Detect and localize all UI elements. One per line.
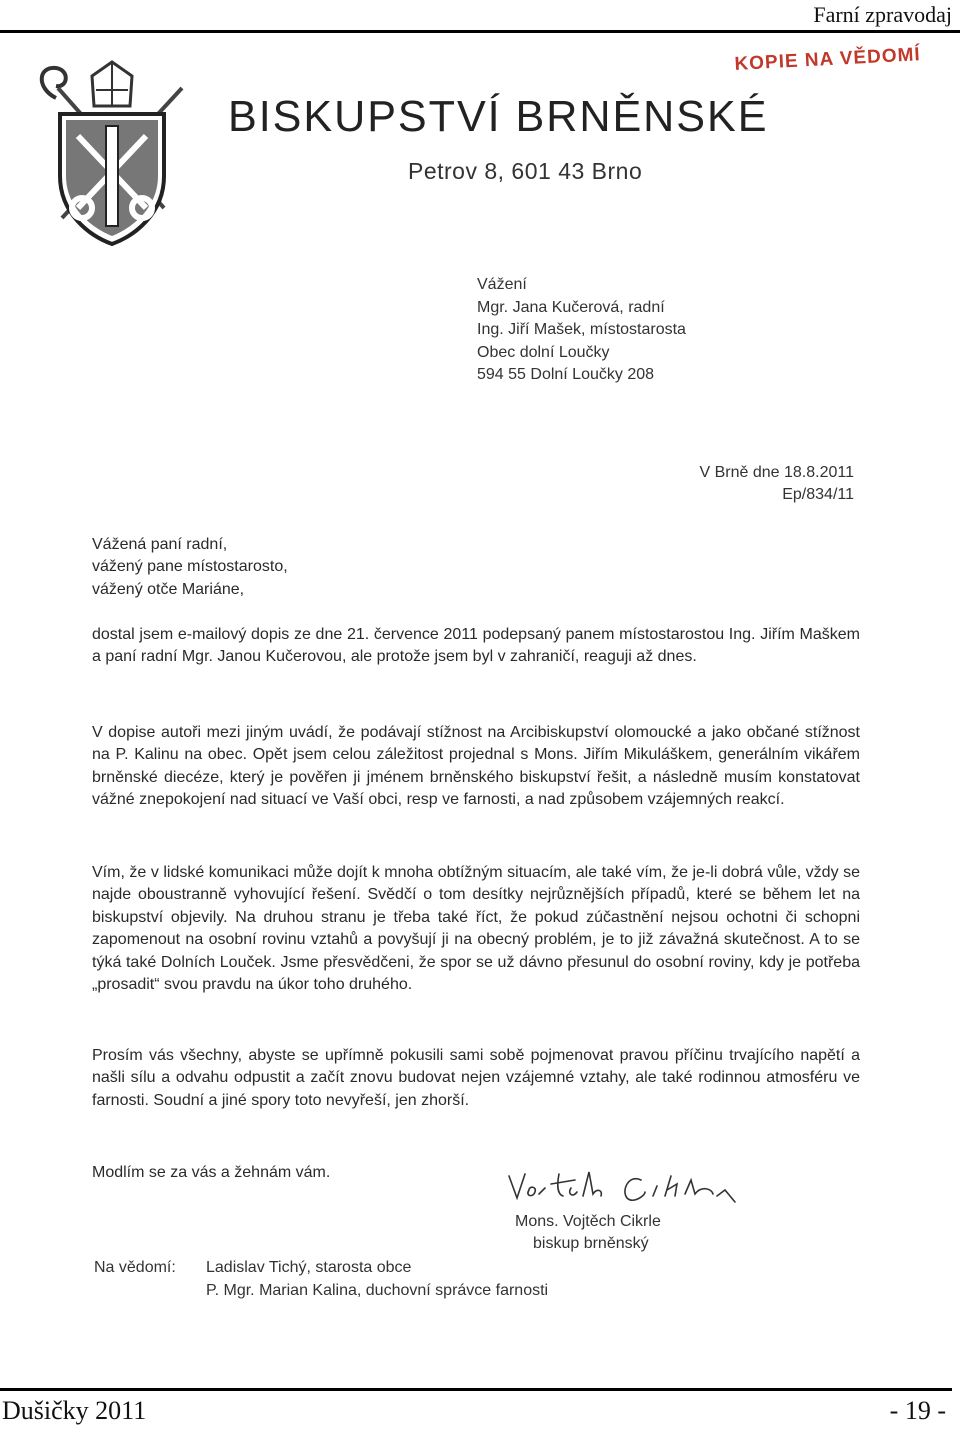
letter-date: V Brně dne 18.8.2011	[699, 464, 854, 481]
salutation-line: Vážená paní radní,	[92, 536, 228, 553]
salutation	[92, 534, 860, 601]
diocesan-coat-of-arms-icon	[22, 58, 202, 254]
handwritten-signature	[505, 1166, 745, 1216]
organization-address: Petrov 8, 601 43 Brno	[408, 158, 643, 184]
header-rule	[0, 30, 960, 33]
recipient-address	[477, 274, 686, 387]
letter-paragraph: dostal jsem e-mailový dopis ze dne 21. července 2011 podepsaný panem místostarostou Ing. Jiřím Maškem a paní radní Mgr. Janou Kučerovou, ale protože jsem byl v zahraničí, reaguji až dnes.	[92, 626, 860, 666]
issue-label: Dušičky 2011	[2, 1396, 147, 1425]
recipient-line: 594 55 Dolní Loučky 208	[477, 366, 655, 383]
signer-name: Mons. Vojtěch Cikrle	[515, 1213, 661, 1230]
letter-paragraph: V dopise autoři mezi jiným uvádí, že podávají stížnost na Arcibiskupství olomoucké a jako občané stížnost na P. Kalinu na obec. Opět jsem celou záležitost projednal s Mons. Jiřím Mikuláškem, generálním vikářem brněnské diecéze, který je pověřen ji jménem brněnského biskupství řešit, a následně musím konstatovat vážné znepokojení nad situací ve Vaší obci, resp ve farnosti, a nad způsobem vzájemných reakcí.	[92, 724, 860, 809]
running-title: Farní zpravodaj	[813, 2, 952, 27]
copies-block	[94, 1256, 548, 1302]
signer-block	[515, 1211, 661, 1255]
page-number: - 19 -	[889, 1396, 946, 1425]
signer-title: biskup brněnský	[533, 1235, 649, 1252]
copy-stamp: KOPIE NA VĚDOMÍ	[734, 44, 922, 75]
recipient-line: Vážení	[477, 276, 527, 293]
salutation-line: vážený otče Mariáne,	[92, 580, 245, 598]
reference-number: Ep/834/11	[782, 486, 854, 503]
copy-entry: Ladislav Tichý, starosta obce	[206, 1259, 412, 1276]
recipient-line: Mgr. Jana Kučerová, radní	[477, 298, 665, 316]
recipient-line: Ing. Jiří Mašek, místostarosta	[477, 321, 686, 338]
footer-rule	[0, 1388, 952, 1391]
closing-line: Modlím se za vás a žehnám vám.	[92, 1164, 331, 1181]
recipient-line: Obec dolní Loučky	[477, 343, 610, 361]
copies-label: Na vědomí:	[94, 1259, 176, 1276]
salutation-line: vážený pane místostarosto,	[92, 558, 288, 576]
date-reference-block	[700, 462, 855, 506]
copy-entry: P. Mgr. Marian Kalina, duchovní správce farnosti	[206, 1282, 549, 1299]
letter-paragraph: Prosím vás všechny, abyste se upřímně pokusili sami sobě pojmenovat pravou příčinu trvajícího napětí a našli sílu a odvahu odpustit a začít znovu budovat nejen vzájemné vztahy, ale také rodinnou atmosféru ve farnosti. Soudní a jiné spory toto nevyřeší, jen zhorší.	[92, 1047, 860, 1109]
organization-name: BISKUPSTVÍ BRNĚNSKÉ	[228, 92, 769, 141]
letter-paragraph: Vím, že v lidské komunikaci může dojít k mnoha obtížným situacím, ale také vím, že je-li dobrá vůle, vždy se najde oboustranně vyhovující řešení. Svědčí o tom desítky nejrůznějších případů, které se během let na biskupství objevily. Na druhou stranu je třeba také říct, že pokud zúčastnění nejsou ochotni či schopni zapomenout na osobní rovinu vztahů a povyšují ji na obecný problém, je to již závažná skutečnost. A to se týká také Dolních Louček. Jsme přesvědčeni, že spor se už dávno přesunul do osobní roviny, kdy je potřeba „prosadit“ svou pravdu na úkor toho druhého.	[92, 864, 860, 994]
